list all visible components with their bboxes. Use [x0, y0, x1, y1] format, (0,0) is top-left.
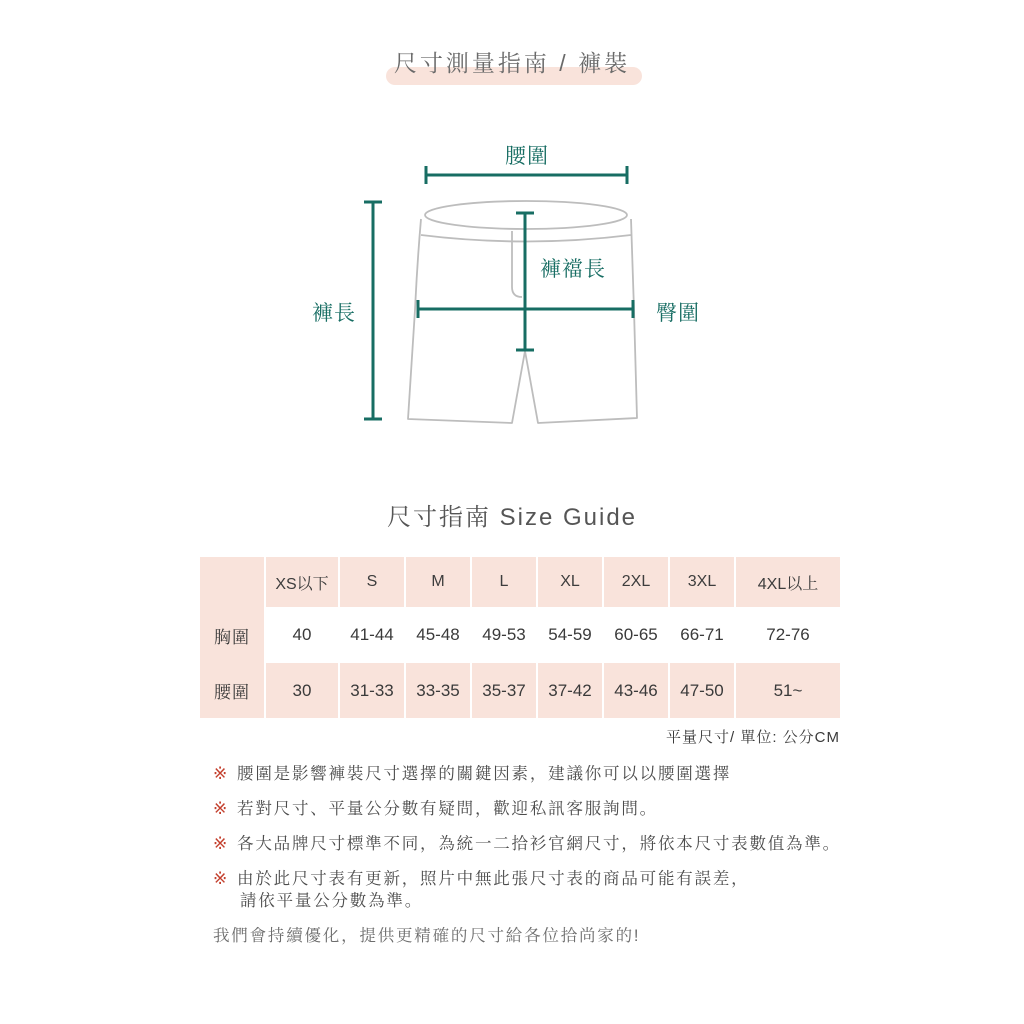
table-value-cell: 31-33: [340, 663, 404, 718]
page-title: [390, 46, 634, 80]
section-heading: 尺寸指南 Size Guide: [386, 504, 638, 531]
hip-label: 臀圍: [656, 302, 700, 325]
note-text: 腰圍是影響褲裝尺寸選擇的關鍵因素，建議你可以以腰圍選擇: [237, 765, 732, 783]
table-value-cell: 41-44: [340, 607, 404, 663]
table-value-cell: 60-65: [604, 607, 668, 663]
notes-section: [213, 763, 893, 947]
note-text: 各大品牌尺寸標準不同，為統一二拾衫官網尺寸，將依本尺寸表數值為準。: [237, 835, 841, 853]
note-item: [213, 868, 893, 890]
table-header-cell: XL: [538, 557, 602, 607]
note-item: [213, 833, 893, 855]
note-text: 若對尺寸、平量公分數有疑問，歡迎私訊客服詢問。: [237, 800, 658, 818]
table-value-cell: 43-46: [604, 663, 668, 718]
unit-note: 平量尺寸/ 單位: 公分CM: [666, 729, 840, 746]
note-item: [213, 798, 893, 820]
table-header-cell: 3XL: [670, 557, 734, 607]
table-value-cell: 37-42: [538, 663, 602, 718]
pant-length-label: 褲長: [312, 302, 356, 325]
table-value-cell: 40: [266, 607, 338, 663]
table-value-cell: 35-37: [472, 663, 536, 718]
page-title-text: 尺寸測量指南 / 褲裝: [393, 50, 631, 76]
shorts-measurement-diagram: [0, 135, 1024, 470]
table-header-cell: S: [340, 557, 404, 607]
note-text: 由於此尺寸表有更新，照片中無此張尺寸表的商品可能有誤差，: [237, 870, 750, 888]
table-header-cell: 2XL: [604, 557, 668, 607]
table-value-cell: 66-71: [670, 607, 734, 663]
note-marker-icon: ※: [213, 869, 230, 888]
table-corner-cell: [200, 557, 264, 607]
table-value-cell: 51~: [736, 663, 840, 718]
waist-label: 腰圍: [505, 145, 549, 168]
table-header-cell: XS以下: [266, 557, 338, 607]
table-header-cell: M: [406, 557, 470, 607]
table-value-cell: 72-76: [736, 607, 840, 663]
table-value-cell: 54-59: [538, 607, 602, 663]
table-value-cell: 30: [266, 663, 338, 718]
note-marker-icon: ※: [213, 834, 230, 853]
table-header-cell: 4XL以上: [736, 557, 840, 607]
note-item: [213, 763, 893, 785]
note-marker-icon: ※: [213, 799, 230, 818]
table-value-cell: 33-35: [406, 663, 470, 718]
page-title-wrap: [0, 46, 1024, 80]
shorts-body-outline: [408, 219, 637, 423]
table-header-cell: L: [472, 557, 536, 607]
note-marker-icon: ※: [213, 764, 230, 783]
table-value-cell: 45-48: [406, 607, 470, 663]
shorts-outline: [408, 201, 637, 423]
table-value-cell: 49-53: [472, 607, 536, 663]
crotch-length-label: 褲襠長: [540, 258, 606, 281]
table-row-label: 胸圍: [200, 607, 264, 663]
table-value-cell: 47-50: [670, 663, 734, 718]
note-continuation: 請依平量公分數為準。: [240, 892, 423, 910]
table-row-label: 腰圍: [200, 663, 264, 718]
notes-footer: 我們會持續優化，提供更精確的尺寸給各位拾尚家的!: [213, 927, 641, 945]
size-table: [200, 557, 840, 718]
